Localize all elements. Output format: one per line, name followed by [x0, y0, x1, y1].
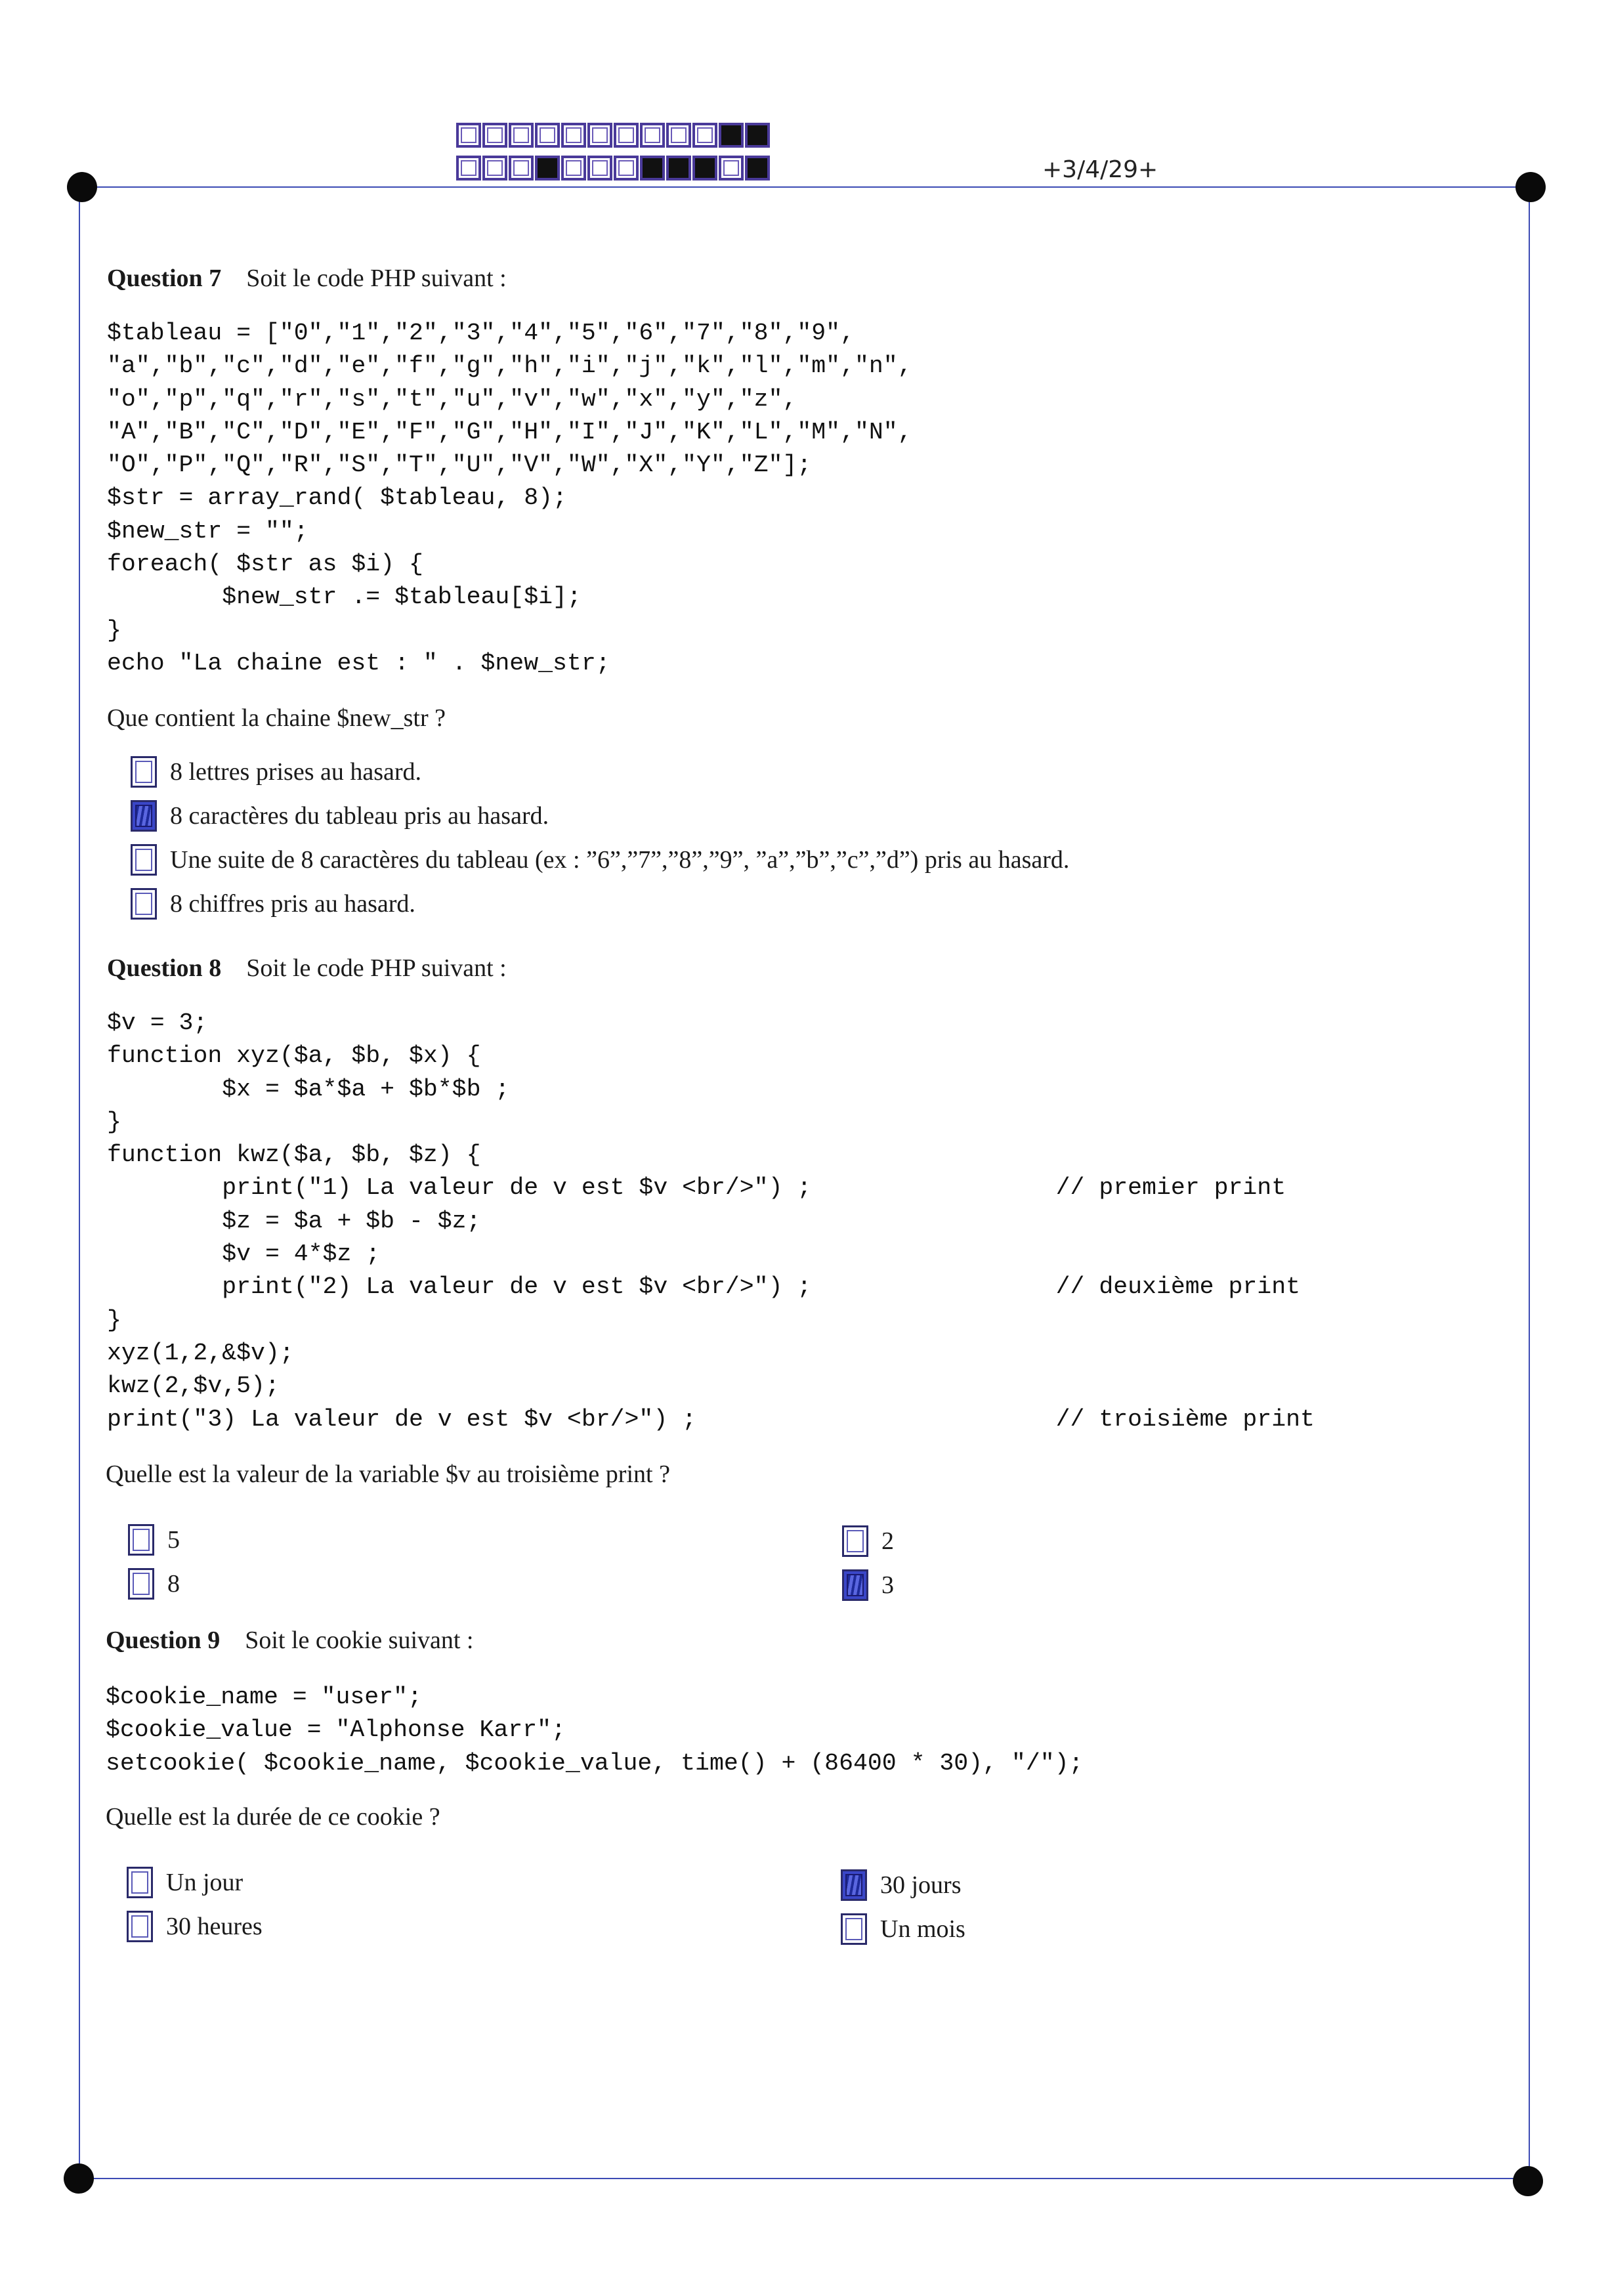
- q7-intro: Soit le code PHP suivant :: [246, 265, 507, 292]
- checkbox[interactable]: [842, 1525, 868, 1557]
- checkbox-checked[interactable]: [841, 1869, 867, 1901]
- option-label: 30 heures: [166, 1913, 263, 1940]
- q9-option-un-jour[interactable]: [127, 1867, 243, 1898]
- q8-label: Question 8: [107, 954, 222, 982]
- option-label: 8: [167, 1570, 180, 1598]
- q9-code: $cookie_name = "user"; $cookie_value = "Alphonse Karr"; setcookie( $cookie_name, $cookie_value, time() + (86400 * 30), "/");: [106, 1684, 1084, 1777]
- checkbox[interactable]: [131, 756, 157, 788]
- q8-option-2[interactable]: [842, 1525, 894, 1557]
- q8-option-3[interactable]: [842, 1569, 894, 1601]
- q9-intro: Soit le cookie suivant :: [245, 1626, 474, 1654]
- option-label: 2: [881, 1527, 894, 1555]
- checkbox[interactable]: [127, 1911, 153, 1942]
- q8-option-5[interactable]: [128, 1524, 180, 1556]
- q9-option-un-mois[interactable]: [841, 1913, 965, 1945]
- option-label: 8 chiffres pris au hasard.: [170, 890, 415, 918]
- corner-marker-top-right: [1515, 172, 1546, 202]
- q8-prompt: Quelle est la valeur de la variable $v au troisième print ?: [106, 1460, 670, 1488]
- q7-option-2[interactable]: [131, 800, 549, 832]
- q7-heading: [107, 264, 507, 293]
- q9-heading: [106, 1626, 474, 1655]
- q8-option-8[interactable]: [128, 1568, 180, 1600]
- q7-prompt: Que contient la chaine $new_str ?: [107, 704, 446, 732]
- q8-intro: Soit le code PHP suivant :: [246, 954, 507, 982]
- q7-code: $tableau = ["0","1","2","3","4","5","6","7","8","9", "a","b","c","d","e","f","g","h","i","j","k","l","m","n", "o","p","q","r","s","t","u","v","w","x","y","z", "A","B","C","D","E","F","G","H","I","J","K","L","M","N", "O","P","Q","R","S","T","U","V","W","X","Y","Z"]; $str = array_rand( $tableau, 8); $new_str = ""; foreach( $str as $i) { $new_str .= $tableau[$i]; } echo "La chaine est : " . $new_str;: [107, 320, 912, 677]
- checkbox[interactable]: [841, 1913, 867, 1945]
- option-label: Un jour: [166, 1869, 244, 1896]
- option-label: Un mois: [880, 1915, 965, 1943]
- q7-option-4[interactable]: [131, 888, 415, 920]
- q9-option-30-jours[interactable]: [841, 1869, 962, 1901]
- checkbox[interactable]: [128, 1568, 154, 1600]
- q9-option-30-heures[interactable]: [127, 1911, 263, 1942]
- q8-heading: [107, 954, 507, 983]
- checkbox-checked[interactable]: [131, 800, 157, 832]
- checkbox-checked[interactable]: [842, 1569, 868, 1601]
- q7-option-1[interactable]: [131, 756, 421, 788]
- id-code-row-1: [456, 123, 771, 148]
- option-label: 3: [881, 1571, 894, 1599]
- q7-label: Question 7: [107, 265, 222, 292]
- q7-option-3[interactable]: [131, 844, 1069, 876]
- corner-marker-top-left: [67, 172, 97, 202]
- corner-marker-bottom-right: [1513, 2166, 1543, 2196]
- option-label: 8 caractères du tableau pris au hasard.: [170, 802, 549, 830]
- id-code-row-2: [456, 156, 771, 181]
- corner-marker-bottom-left: [64, 2163, 94, 2194]
- page-id: +3/4/29+: [1042, 156, 1158, 183]
- q9-label: Question 9: [106, 1626, 221, 1654]
- option-label: Une suite de 8 caractères du tableau (ex : ”6”,”7”,”8”,”9”, ”a”,”b”,”c”,”d”) pris au hasard.: [170, 846, 1070, 874]
- checkbox[interactable]: [131, 844, 157, 876]
- checkbox[interactable]: [131, 888, 157, 920]
- q8-code: $v = 3; function xyz($a, $b, $x) { $x = $a*$a + $b*$b ; } function kwz($a, $b, $z) { print("1) La valeur de v est $v <br/>") ; // premier print $z = $a + $b - $z; $v = 4*$z ; print("2) La valeur de v est $v <br/>") ; // deuxième print } xyz(1,2,&$v); kwz(2,$v,5); print("3) La valeur de v est $v <br/>") ; // troisième print: [107, 1010, 1315, 1433]
- option-label: 30 jours: [880, 1871, 962, 1899]
- checkbox[interactable]: [127, 1867, 153, 1898]
- q9-prompt: Quelle est la durée de ce cookie ?: [106, 1803, 440, 1831]
- option-label: 8 lettres prises au hasard.: [170, 758, 422, 786]
- checkbox[interactable]: [128, 1524, 154, 1556]
- option-label: 5: [167, 1526, 180, 1554]
